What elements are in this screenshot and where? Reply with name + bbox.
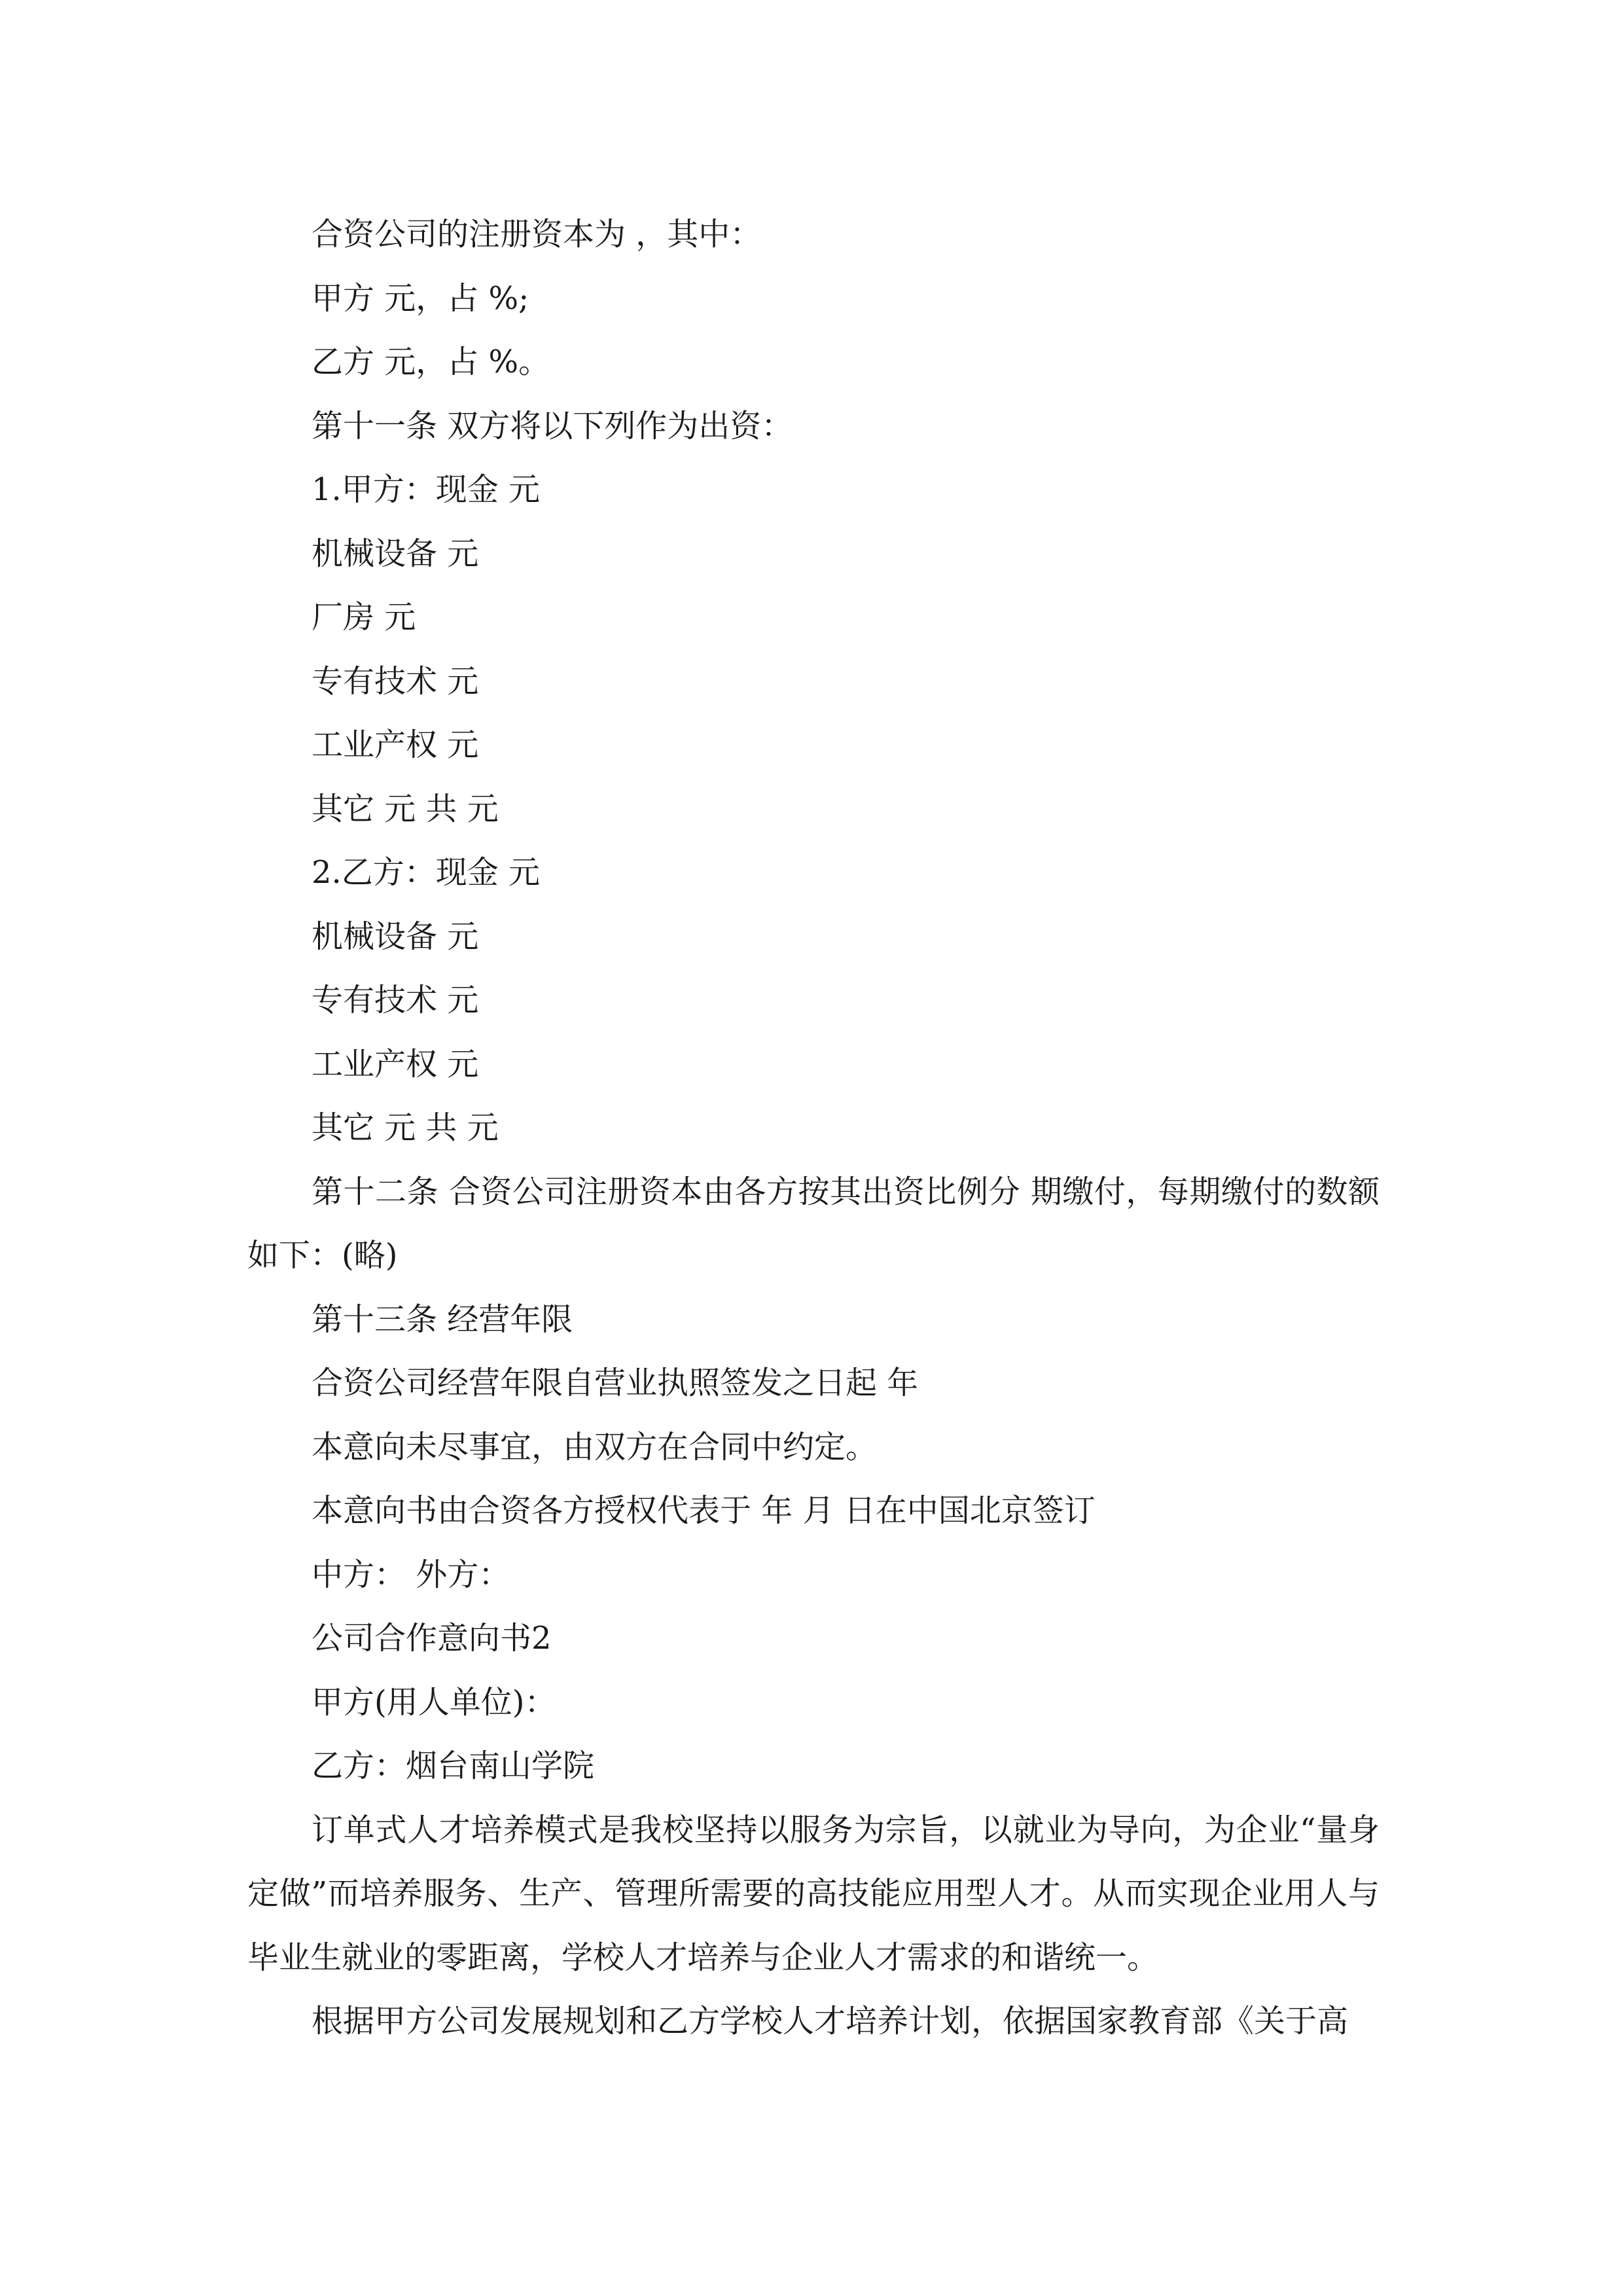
document-body: [247, 203, 1380, 2054]
signing-line: 本意向书由合资各方授权代表于 年 月 日在中国北京签订: [312, 1492, 1096, 1529]
party-b-equipment-line: 机械设备 元: [312, 918, 479, 955]
party-b-other-line: 其它 元 共 元: [312, 1109, 499, 1146]
article-13-heading: 第十三条 经营年限: [312, 1300, 573, 1338]
section-title: 公司合作意向书2: [312, 1620, 552, 1657]
party-a-cash-line: 1.甲方：现金 元: [312, 471, 541, 508]
party-b-technology-line: 专有技术 元: [312, 982, 479, 1018]
basis-paragraph: 根据甲方公司发展规划和乙方学校人才培养计划，依据国家教育部《关于高: [312, 2003, 1349, 2039]
article-12-paragraph: 第十二条 合资公司注册资本由各方按其出资比例分 期缴付，每期缴付的数额如下：(略): [247, 1173, 1380, 1274]
unresolved-matters-line: 本意向未尽事宜，由双方在合同中约定。: [312, 1428, 878, 1465]
training-model-paragraph: 订单式人才培养模式是我校坚持以服务为宗旨，以就业为导向，为企业“量身定做”而培养服务、生产、管理所需要的高技能应用型人才。从而实现企业用人与毕业生就业的零距离，学校人才培养与企业人才需求的和谐统一。: [247, 1811, 1380, 1976]
party-a-factory-line: 厂房 元: [312, 599, 416, 636]
party-a-technology-line: 专有技术 元: [312, 662, 479, 700]
party-a-employer-line: 甲方(用人单位)：: [312, 1683, 556, 1721]
parties-signature-line: 中方： 外方：: [312, 1556, 510, 1593]
article-11-heading: 第十一条 双方将以下列作为出资：: [312, 407, 793, 444]
party-b-school-line: 乙方：烟台南山学院: [312, 1748, 595, 1784]
party-b-ip-line: 工业产权 元: [312, 1045, 479, 1083]
party-a-equipment-line: 机械设备 元: [312, 535, 479, 572]
party-a-share-line: 甲方 元，占 %;: [312, 279, 529, 317]
registered-capital-line: 合资公司的注册资本为 ，其中：: [312, 216, 762, 253]
party-a-ip-line: 工业产权 元: [312, 726, 479, 763]
party-b-share-line: 乙方 元，占 %。: [312, 344, 550, 380]
term-line: 合资公司经营年限自营业执照签发之日起 年: [312, 1365, 919, 1401]
party-a-other-line: 其它 元 共 元: [312, 790, 499, 827]
party-b-cash-line: 2.乙方：现金 元: [312, 854, 541, 891]
